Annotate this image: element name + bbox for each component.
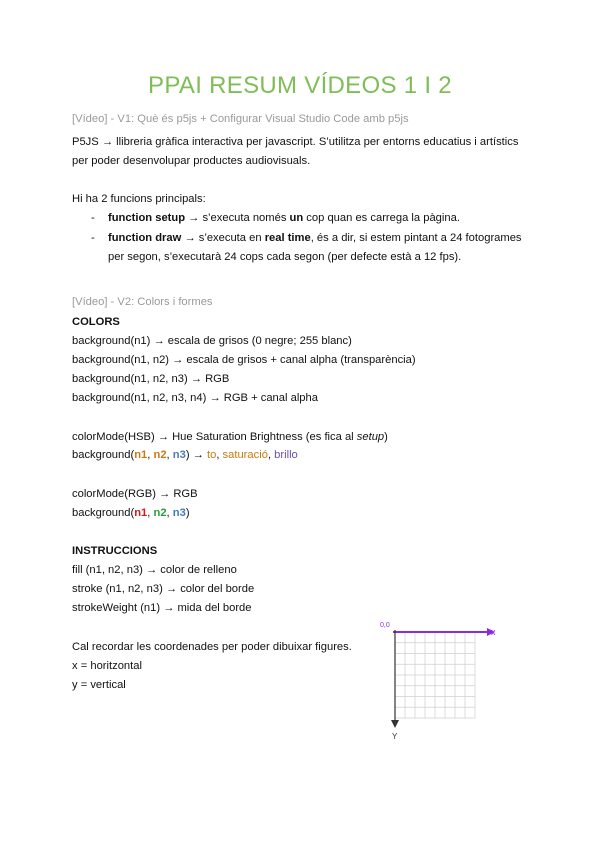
draw-keyword: function draw → [108,232,196,244]
rgb-background-line: background(n1, n2, n3) [72,507,190,519]
grid-lines [395,632,475,718]
instructions-line: strokeWeight (n1) → mida del borde [72,602,252,614]
colors-line: background(n1) → escala de grisos (0 negre; 255 blanc) [72,335,352,347]
colors-line: background(n1, n2, n3, n4) → RGB + canal alpha [72,392,318,404]
page-title: PPAI RESUM VÍDEOS 1 I 2 [148,72,452,99]
functions-intro: Hi ha 2 funcions principals: [72,193,206,205]
coords-line: Cal recordar les coordenades per poder dibuixar figures. [72,641,352,653]
video2-heading: [Vídeo] - V2: Colors i formes [72,296,213,308]
bullet-draw-continuation: per segon, s’executarà 24 cops cada segon (per defecte està a 12 fps). [108,251,462,263]
setup-keyword: function setup → [108,212,200,224]
y-axis-label: Y [392,732,398,741]
p5js-description-line1: P5JS → llibreria gràfica interactiva per javascript. S’utilitza per entorns educatius i artístics [72,136,519,148]
coordinate-grid-figure [375,618,503,742]
video1-heading: [Vídeo] - V1: Què és p5js + Configurar Visual Studio Code amb p5js [72,113,409,125]
instructions-heading: INSTRUCCIONS [72,545,158,557]
y-axis-arrow [391,720,399,728]
rgb-mode-line: colorMode(RGB) → RGB [72,488,198,500]
coords-line: x = horitzontal [72,660,142,672]
hsb-background-line: background(n1, n2, n3) → to, saturació, brillo [72,449,298,461]
bullet-draw: function draw → s’executa en real time, és a dir, si estem pintant a 24 fotogrames [108,232,522,244]
bullet-setup: function setup → s’executa només un cop quan es carrega la pàgina. [108,212,460,224]
colors-heading: COLORS [72,316,120,328]
colors-line: background(n1, n2, n3) → RGB [72,373,230,385]
bullet-dash: - [91,212,95,224]
colors-line: background(n1, n2) → escala de grisos + canal alpha (transparència) [72,354,416,366]
x-axis-label: x [491,627,496,637]
hsb-mode-line: colorMode(HSB) → Hue Saturation Brightness (es fica al setup) [72,431,388,443]
coords-line: y = vertical [72,679,126,691]
p5js-description-line2: per poder desenvolupar productes audiovisuals. [72,155,311,167]
bullet-dash: - [91,232,95,244]
origin-label: 0,0 [380,622,390,629]
instructions-line: fill (n1, n2, n3) → color de relleno [72,564,237,576]
instructions-line: stroke (n1, n2, n3) → color del borde [72,583,255,595]
